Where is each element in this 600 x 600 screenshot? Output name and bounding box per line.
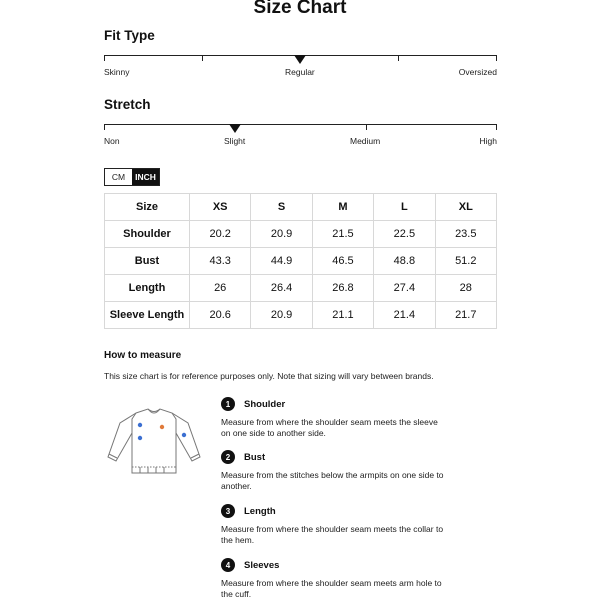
table-cell: 21.7 [435,302,496,329]
table-cell: 46.5 [312,248,373,275]
stretch-option-non: Non [104,136,120,146]
stretch-tick [104,124,105,130]
page-title: Size Chart [253,0,347,18]
step-description: Measure from the stitches below the armpits on one side to another. [221,470,444,491]
stretch-marker-icon [229,124,241,133]
stretch-tick [496,124,497,130]
measure-step-sleeves [221,558,471,600]
table-cell: 51.2 [435,248,496,275]
table-cell: 26.8 [312,275,373,302]
unit-cm-button[interactable]: CM [105,169,132,185]
table-header-cell: XS [190,194,251,221]
sweatshirt-diagram-icon [104,405,204,485]
row-label: Sleeve Length [105,302,190,329]
step-title: Sleeves [244,559,280,571]
step-title: Length [244,505,276,517]
step-description: Measure from where the shoulder seam meets arm hole to the cuff. [221,578,442,599]
fit-option-regular: Regular [285,67,315,77]
fit-tick [104,55,105,61]
measure-step-bust [221,450,471,492]
fit-option-skinny: Skinny [104,67,130,77]
step-number-badge: 2 [221,450,235,464]
unit-toggle [104,168,160,186]
table-header-row [105,194,497,221]
table-row [105,221,497,248]
stretch-option-high: High [479,136,497,146]
table-cell: 27.4 [374,275,435,302]
fit-type-label: Fit Type [104,28,155,43]
table-cell: 20.6 [190,302,251,329]
measure-step-shoulder [221,397,471,439]
table-cell: 21.5 [312,221,373,248]
table-cell: 26 [190,275,251,302]
table-cell: 44.9 [251,248,312,275]
stretch-option-slight: Slight [224,136,246,146]
how-to-measure-title: How to measure [104,350,182,361]
fit-option-oversized: Oversized [458,67,497,77]
step-number-badge: 1 [221,397,235,411]
unit-inch-button[interactable]: INCH [132,169,159,185]
table-cell: 20.9 [251,221,312,248]
step-title: Shoulder [244,398,286,410]
row-label: Bust [105,248,190,275]
table-cell: 20.2 [190,221,251,248]
table-row [105,275,497,302]
fit-type-marker-icon [294,55,306,64]
table-header-cell: Size [105,194,190,221]
table-cell: 23.5 [435,221,496,248]
fit-tick [202,55,203,61]
step-number-badge: 3 [221,504,235,518]
table-header-cell: L [374,194,435,221]
table-cell: 20.9 [251,302,312,329]
table-header-cell: S [251,194,312,221]
table-cell: 22.5 [374,221,435,248]
table-cell: 28 [435,275,496,302]
step-description: Measure from where the shoulder seam meets the sleeve on one side to another side. [221,417,438,438]
fit-tick [398,55,399,61]
size-table [104,193,497,329]
step-title: Bust [244,451,266,463]
table-row [105,248,497,275]
row-label: Shoulder [105,221,190,248]
stretch-tick [366,124,367,130]
table-cell: 48.8 [374,248,435,275]
table-cell: 21.1 [312,302,373,329]
table-cell: 43.3 [190,248,251,275]
stretch-option-medium: Medium [350,136,381,146]
stretch-label: Stretch [104,97,151,112]
measure-step-length [221,504,471,546]
stretch-line [104,124,497,125]
table-header-cell: M [312,194,373,221]
table-header-cell: XL [435,194,496,221]
how-to-measure-description: This size chart is for reference purposes only. Note that sizing will vary between brands. [104,371,434,381]
step-number-badge: 4 [221,558,235,572]
table-cell: 26.4 [251,275,312,302]
step-description: Measure from where the shoulder seam meets the collar to the hem. [221,524,444,545]
row-label: Length [105,275,190,302]
table-cell: 21.4 [374,302,435,329]
table-row [105,302,497,329]
fit-type-scale [104,55,497,85]
fit-tick [496,55,497,61]
stretch-scale [104,124,497,154]
